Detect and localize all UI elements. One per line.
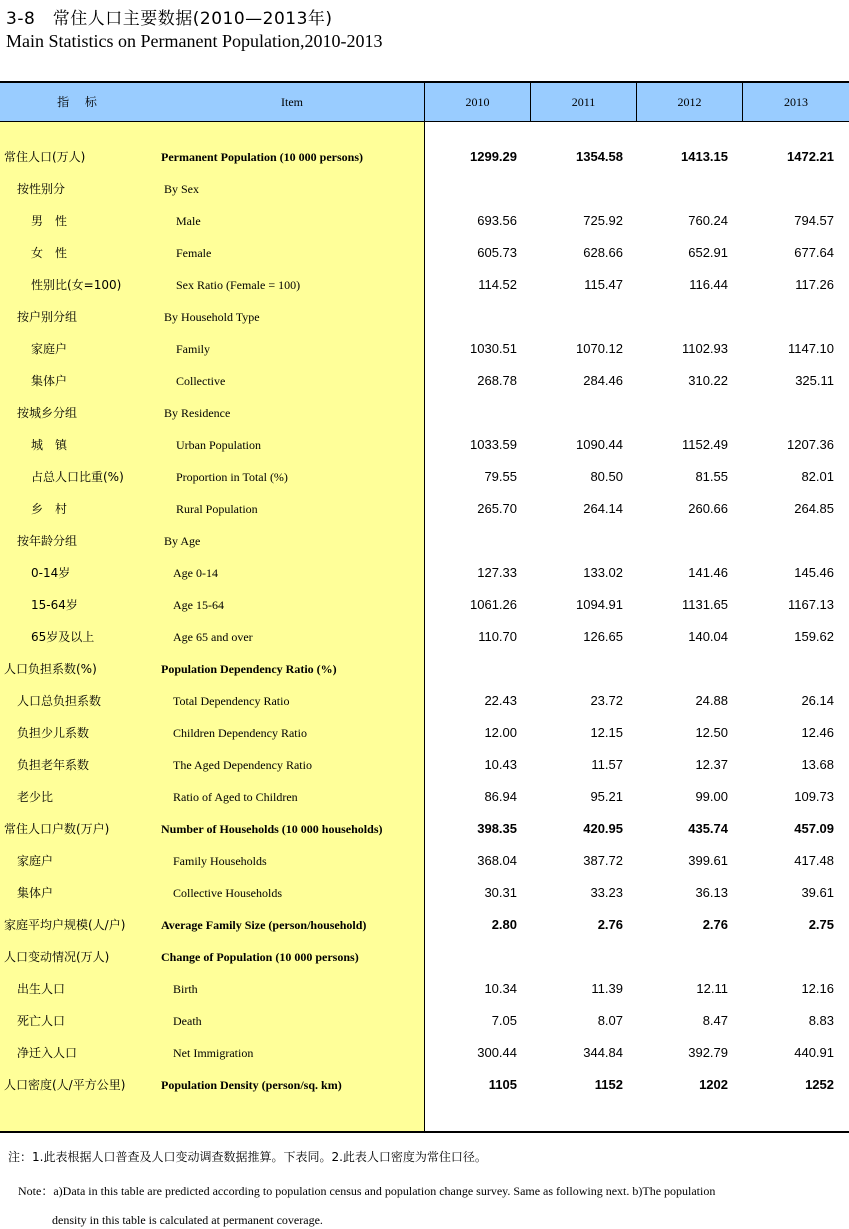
note-cn: 注：1.此表根据人口普查及人口变动调查数据推算。下表同。2.此表人口密度为常住口径。 [8,1150,487,1164]
cell-value-2011: 420.95 [583,821,623,836]
cell-value-2012: 8.47 [702,1013,728,1028]
header-item-en: Item [281,95,303,109]
table-row [0,557,849,589]
cell-value-2013: 82.01 [801,469,834,484]
row-label-en: The Aged Dependency Ratio [173,758,312,772]
row-label-cn: 人口总负担系数 [17,694,102,708]
cell-value-2010: 1033.59 [470,437,517,452]
row-label-cn: 净迁入人口 [17,1046,78,1060]
cell-value-2013: 109.73 [794,789,834,804]
cell-value-2010: 268.78 [477,373,517,388]
cell-value-2013: 677.64 [794,245,834,260]
row-label-cn: 集体户 [17,886,54,900]
cell-value-2012: 141.46 [688,565,728,580]
cell-value-2011: 387.72 [583,853,623,868]
cell-value-2012: 81.55 [695,469,728,484]
cell-value-2012: 24.88 [695,693,728,708]
header-year-2012: 2012 [636,83,742,122]
cell-value-2012: 1102.93 [681,341,728,356]
cell-value-2013: 417.48 [794,853,834,868]
cell-value-2013: 1147.10 [787,341,834,356]
table-row [0,365,849,397]
table-row [0,589,849,621]
table-row [0,621,849,653]
cell-value-2010: 368.04 [477,853,517,868]
cell-value-2013: 117.26 [795,277,834,292]
cell-value-2012: 2.76 [702,917,728,932]
cell-value-2012: 12.50 [695,725,728,740]
cell-value-2013: 13.68 [801,757,834,772]
row-label-en: Ratio of Aged to Children [173,790,298,804]
row-label-en: By Household Type [164,310,260,324]
cell-value-2010: 605.73 [477,245,517,260]
cell-value-2010: 398.35 [477,821,517,836]
cell-value-2012: 1413.15 [681,149,728,164]
cell-value-2012: 260.66 [688,501,728,516]
row-label-cn: 集体户 [31,374,68,388]
cell-value-2010: 1030.51 [470,341,517,356]
row-label-en: Children Dependency Ratio [173,726,307,740]
row-label-en: Collective [176,374,226,388]
table-row [0,1005,849,1037]
cell-value-2011: 23.72 [590,693,623,708]
table-title-en: Main Statistics on Permanent Population,2010-2013 [6,31,383,51]
table-row [0,237,849,269]
row-label-en: Sex Ratio (Female = 100) [176,278,301,292]
row-label-cn: 人口变动情况(万人) [4,950,110,964]
row-label-en: Female [176,246,212,260]
table-row [0,717,849,749]
cell-value-2013: 8.83 [808,1013,834,1028]
cell-value-2010: 300.44 [477,1045,517,1060]
row-label-cn: 负担老年系数 [17,758,90,772]
row-label-en: Age 15-64 [173,598,224,612]
table-row [0,941,849,973]
row-label-en: Death [173,1014,202,1028]
cell-value-2013: 1207.36 [787,437,834,452]
cell-value-2011: 115.47 [584,277,623,292]
row-label-cn: 乡 村 [31,502,68,516]
cell-value-2013: 1167.13 [787,597,834,612]
cell-value-2012: 140.04 [688,629,728,644]
cell-value-2013: 1252 [805,1077,834,1092]
cell-value-2011: 725.92 [583,213,623,228]
row-label-cn: 人口负担系数(%) [4,662,97,676]
row-label-en: By Sex [164,182,200,196]
cell-value-2012: 652.91 [688,245,728,260]
cell-value-2013: 264.85 [794,501,834,516]
cell-value-2012: 36.13 [695,885,728,900]
table-row [0,141,849,173]
cell-value-2011: 95.21 [590,789,623,804]
table-row [0,493,849,525]
table-row [0,845,849,877]
cell-value-2012: 760.24 [688,213,728,228]
row-label-en: Age 65 and over [173,630,253,644]
row-label-cn: 0-14岁 [31,566,71,580]
table-row [0,1069,849,1101]
table-body [0,141,849,1101]
row-label-cn: 常住人口户数(万户) [4,822,110,836]
cell-value-2010: 10.34 [484,981,517,996]
row-label-en: Population Density (person/sq. km) [161,1078,342,1092]
row-label-en: Collective Households [173,886,282,900]
row-label-en: Family [176,342,211,356]
row-label-cn: 出生人口 [17,982,66,996]
row-label-en: Population Dependency Ratio (%) [161,662,337,676]
cell-value-2013: 1472.21 [787,149,834,164]
cell-value-2011: 11.39 [591,981,623,996]
row-label-en: By Age [164,534,201,548]
header-year-2013: 2013 [742,83,849,122]
row-label-cn: 死亡人口 [17,1014,66,1028]
table-row [0,461,849,493]
cell-value-2012: 12.11 [696,981,728,996]
row-label-en: Urban Population [176,438,261,452]
note-en-line2: density in this table is calculated at permanent coverage. [52,1213,323,1227]
row-label-en: Proportion in Total (%) [176,470,288,484]
cell-value-2011: 8.07 [597,1013,623,1028]
cell-value-2013: 159.62 [794,629,834,644]
table-title-cn: 3-8 常住人口主要数据(2010—2013年) [6,9,333,29]
cell-value-2011: 133.02 [583,565,623,580]
table-row [0,653,849,685]
cell-value-2010: 79.55 [484,469,517,484]
cell-value-2012: 435.74 [688,821,728,836]
cell-value-2011: 1090.44 [576,437,623,452]
table-row [0,973,849,1005]
cell-value-2011: 264.14 [583,501,623,516]
table-row [0,301,849,333]
cell-value-2010: 7.05 [491,1013,517,1028]
row-label-cn: 负担少儿系数 [17,726,90,740]
cell-value-2011: 33.23 [590,885,623,900]
cell-value-2012: 99.00 [695,789,728,804]
table-row [0,749,849,781]
table-row [0,909,849,941]
cell-value-2010: 10.43 [484,757,517,772]
row-label-cn: 按年龄分组 [17,534,78,548]
cell-value-2010: 114.52 [478,277,517,292]
row-label-cn: 家庭平均户规模(人/户) [4,918,126,932]
cell-value-2010: 110.70 [478,629,517,644]
cell-value-2011: 11.57 [591,757,623,772]
table-row [0,877,849,909]
cell-value-2011: 2.76 [597,917,623,932]
row-label-en: Permanent Population (10 000 persons) [161,150,363,164]
cell-value-2010: 22.43 [484,693,517,708]
row-label-cn: 女 性 [31,246,68,260]
cell-value-2010: 12.00 [484,725,517,740]
cell-value-2012: 392.79 [688,1045,728,1060]
row-label-en: Family Households [173,854,267,868]
header-year-2010: 2010 [424,83,530,122]
table-header [0,81,849,122]
row-label-cn: 常住人口(万人) [4,150,86,164]
header-indicator-cn: 指 标 [57,95,103,109]
cell-value-2010: 1105 [488,1077,517,1092]
cell-value-2010: 693.56 [477,213,517,228]
cell-value-2011: 284.46 [583,373,623,388]
cell-value-2010: 1299.29 [470,149,517,164]
cell-value-2010: 86.94 [484,789,517,804]
row-label-cn: 15-64岁 [31,598,78,612]
cell-value-2011: 344.84 [583,1045,623,1060]
cell-value-2011: 1070.12 [576,341,623,356]
row-label-en: Total Dependency Ratio [173,694,290,708]
row-label-en: Average Family Size (person/household) [161,918,367,932]
cell-value-2012: 116.44 [689,277,728,292]
row-label-cn: 按户别分组 [17,310,78,324]
row-label-en: Change of Population (10 000 persons) [161,950,359,964]
row-label-en: Birth [173,982,198,996]
row-label-cn: 性别比(女=100) [31,278,122,292]
row-label-cn: 家庭户 [31,342,68,356]
cell-value-2012: 1131.65 [681,597,728,612]
cell-value-2011: 126.65 [583,629,623,644]
cell-value-2010: 30.31 [484,885,517,900]
row-label-en: Net Immigration [173,1046,254,1060]
cell-value-2011: 80.50 [590,469,623,484]
row-label-en: By Residence [164,406,231,420]
table-row [0,205,849,237]
cell-value-2013: 325.11 [795,373,834,388]
cell-value-2013: 26.14 [801,693,834,708]
cell-value-2013: 794.57 [794,213,834,228]
cell-value-2012: 310.22 [688,373,728,388]
row-label-en: Rural Population [176,502,258,516]
row-label-en: Number of Households (10 000 households) [161,822,383,836]
row-label-cn: 城 镇 [31,438,68,452]
row-label-cn: 按性别分 [17,182,66,196]
cell-value-2010: 265.70 [477,501,517,516]
cell-value-2013: 39.61 [801,885,834,900]
cell-value-2013: 2.75 [808,917,834,932]
cell-value-2013: 145.46 [794,565,834,580]
cell-value-2012: 399.61 [688,853,728,868]
header-year-2011: 2011 [530,83,636,122]
row-label-en: Male [176,214,201,228]
row-label-cn: 人口密度(人/平方公里) [4,1078,126,1092]
cell-value-2011: 1152 [594,1077,623,1092]
table-row [0,397,849,429]
table-row [0,781,849,813]
row-label-cn: 老少比 [17,790,54,804]
cell-value-2013: 457.09 [794,821,834,836]
row-label-cn: 占总人口比重(%) [31,470,124,484]
table-row [0,1037,849,1069]
cell-value-2010: 2.80 [491,917,517,932]
cell-value-2011: 1354.58 [576,149,623,164]
table-row [0,429,849,461]
cell-value-2013: 440.91 [794,1045,834,1060]
table-row [0,685,849,717]
table-row [0,333,849,365]
note-en-line1: Note：a)Data in this table are predicted according to population census and population change survey. Same as following next. b)The population [18,1184,716,1198]
cell-value-2011: 1094.91 [576,597,623,612]
cell-value-2010: 127.33 [477,565,517,580]
cell-value-2010: 1061.26 [470,597,517,612]
cell-value-2012: 1152.49 [681,437,728,452]
table-row [0,813,849,845]
table-bottom-rule [0,1131,849,1133]
cell-value-2011: 628.66 [583,245,623,260]
table-row [0,525,849,557]
cell-value-2013: 12.16 [801,981,834,996]
cell-value-2011: 12.15 [590,725,623,740]
row-label-en: Age 0-14 [173,566,218,580]
cell-value-2012: 1202 [699,1077,728,1092]
table-row [0,173,849,205]
row-label-cn: 家庭户 [17,854,54,868]
row-label-cn: 按城乡分组 [17,406,78,420]
row-label-cn: 男 性 [31,214,68,228]
row-label-cn: 65岁及以上 [31,630,95,644]
cell-value-2013: 12.46 [801,725,834,740]
cell-value-2012: 12.37 [695,757,728,772]
table-row [0,269,849,301]
